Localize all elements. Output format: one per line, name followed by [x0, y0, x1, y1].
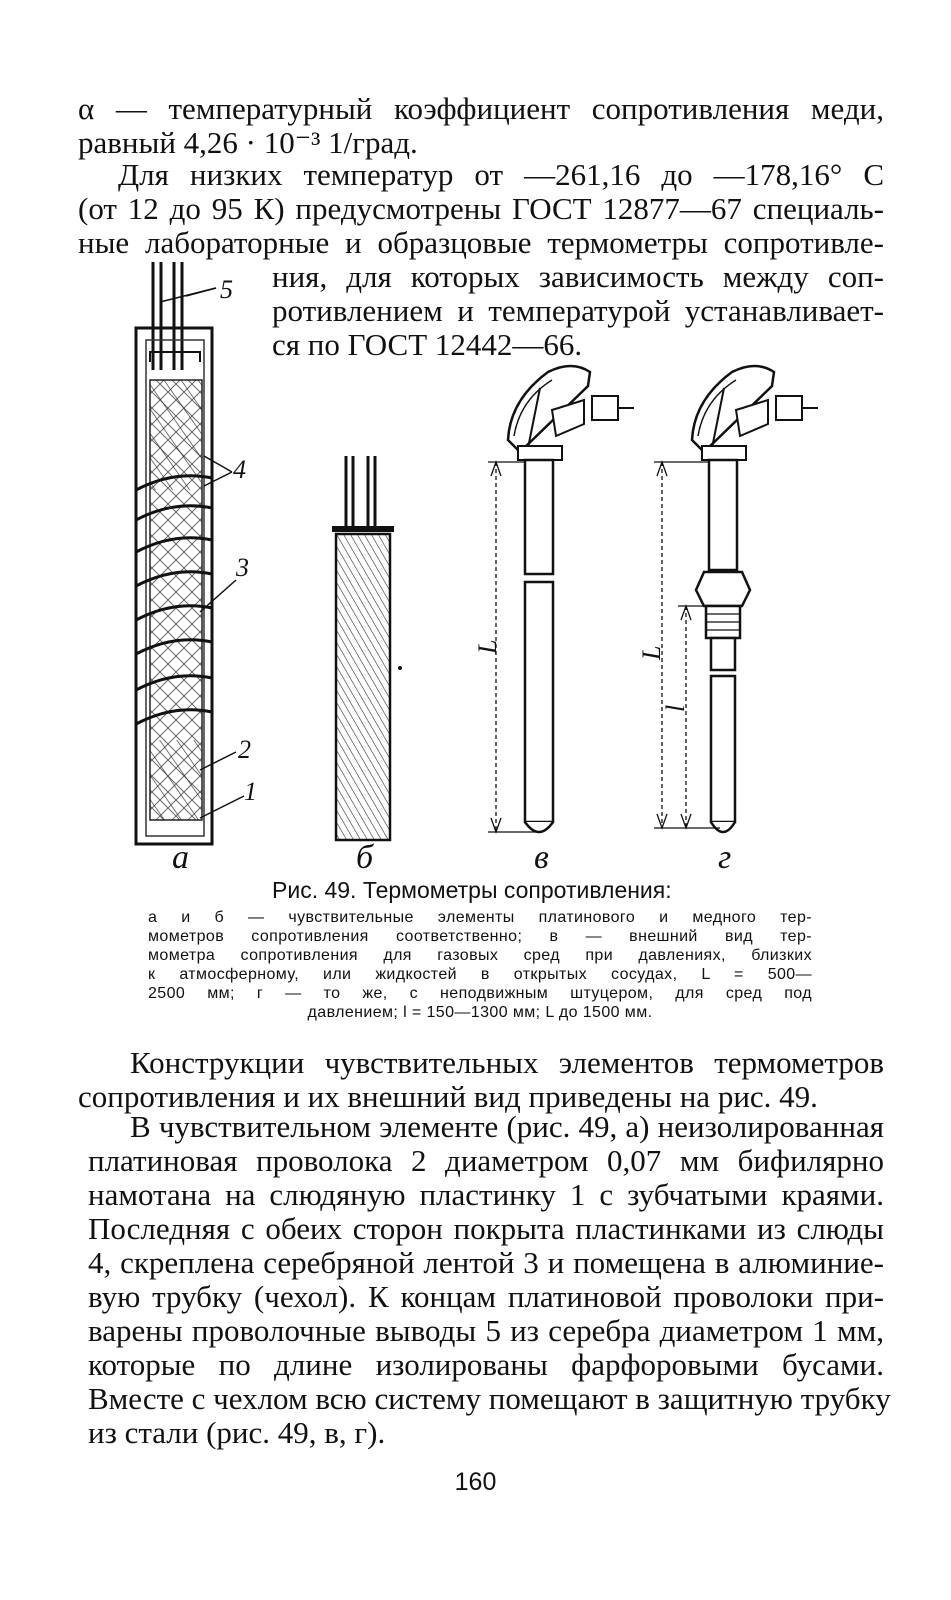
text-line: вую трубку (чехол). К концам платиновой проволоки при- [88, 1279, 884, 1314]
text-line: равный 4,26 · 10⁻³ 1/град. [78, 125, 418, 160]
dimension-L-v: L [473, 639, 502, 654]
text-line: ные лабораторные и образцовые термометры сопротивле- [78, 225, 884, 260]
legend-line: к атмосферному, или жидкостей в открытых сосудах, L = 500— [148, 966, 812, 983]
page-number: 160 [454, 1468, 497, 1496]
text-line: которые по длине изолированы фарфоровыми бусами. [88, 1347, 884, 1382]
figure-label-v: в [534, 839, 549, 876]
callout-5: 5 [220, 275, 233, 304]
figure-label-g: г [718, 839, 732, 876]
text-line: сопротивления и их внешний вид приведены на рис. 49. [78, 1079, 818, 1114]
text-line: ся по ГОСТ 12442—66. [272, 327, 583, 362]
legend-line: мометра сопротивления для газовых сред при давлениях, близких [148, 947, 812, 964]
text-line: из стали (рис. 49, в, г). [88, 1415, 386, 1450]
figure-label-b: б [356, 839, 374, 876]
text-line: Для низких температур от —261,16 до —178,16° С [118, 157, 884, 192]
text-line: Конструкции чувствительных элементов термометров [130, 1045, 884, 1080]
text-line: Последняя с обеих сторон покрыта пластинками из слюды [88, 1211, 884, 1246]
text-line: α — температурный коэффициент сопротивления меди, [78, 91, 884, 126]
text-line: ния, для которых зависимость между соп- [272, 259, 884, 294]
text-line: 4, скреплена серебряной лентой 3 и помещена в алюминие- [88, 1245, 884, 1280]
legend-line: а и б — чувствительные элементы платинового и медного тер- [148, 909, 812, 926]
figure-label-a: а [172, 839, 189, 876]
callout-3: 3 [236, 553, 249, 582]
element-b-copper [332, 456, 402, 840]
thermometer-g [654, 366, 818, 832]
element-a-platinum [136, 262, 244, 844]
text-line: Вместе с чехлом всю систему помещают в защитную трубку [88, 1381, 891, 1416]
text-line: намотана на слюдяную пластинку 1 с зубчатыми краями. [88, 1177, 884, 1212]
paragraph-construction [78, 1046, 884, 1114]
text-line: В чувствительном элементе (рис. 49, а) неизолированная [130, 1109, 884, 1144]
dimension-l-g: l [661, 704, 690, 712]
text-line: (от 12 до 95 К) предусмотрены ГОСТ 12877—67 специаль- [78, 191, 884, 226]
callout-1: 1 [244, 777, 257, 806]
figure-caption: Рис. 49. Термометры сопротивления: [272, 877, 672, 903]
callout-4: 4 [233, 455, 246, 484]
text-line: варены проволочные выводы 5 из серебра диаметром 1 мм, [88, 1313, 884, 1348]
figure-legend [148, 908, 812, 1022]
legend-line: 2500 мм; г — то же, с неподвижным штуцером, для сред под [148, 985, 812, 1002]
callout-2: 2 [238, 735, 251, 764]
text-line: платиновая проволока 2 диаметром 0,07 мм бифилярно [88, 1143, 884, 1178]
paragraph-element [88, 1109, 891, 1450]
text-line: ротивлением и температурой устанавливает- [272, 293, 884, 328]
legend-line: давлением; l = 150—1300 мм; L до 1500 мм. [307, 1004, 653, 1021]
legend-line: мометров сопротивления соответственно; в — внешний вид тер- [148, 928, 812, 945]
dimension-L-g: L [637, 645, 666, 660]
thermometer-v [488, 366, 634, 832]
